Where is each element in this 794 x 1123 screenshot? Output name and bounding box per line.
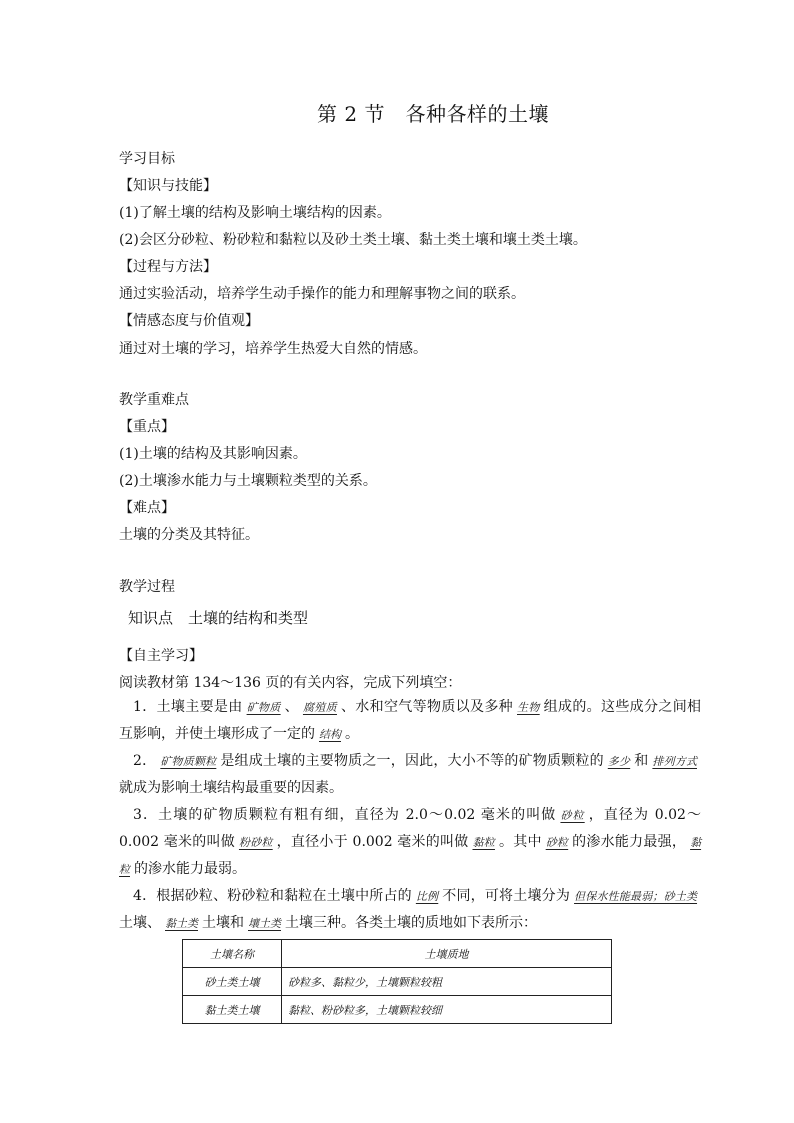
- table-row: [183, 996, 612, 1024]
- table-row: [183, 968, 612, 996]
- process-method-heading: 【过程与方法】: [119, 259, 217, 275]
- answer-blank: 排列方式: [652, 755, 697, 768]
- answer-blank: 生物: [517, 701, 540, 714]
- emotion-item: 通过对土壤的学习，培养学生热爱大自然的情感。: [119, 341, 427, 357]
- question-2: 2． 矿物质颗粒 是组成土壤的主要物质之一，因此，大小不等的矿物质颗粒的 多少 和 排列方式就成为影响土壤结构最重要的因素。: [119, 748, 701, 802]
- answer-blank: 砂粒: [560, 809, 585, 822]
- table-cell: 砂土类土壤: [183, 968, 282, 996]
- objectives-heading: 学习目标: [119, 151, 175, 167]
- answer-blank: 矿物质颗粒: [160, 755, 217, 768]
- answer-blank: 砂粒: [545, 836, 569, 849]
- answer-blank: 多少: [607, 755, 631, 768]
- question-4: 4．根据砂粒、粉砂粒和黏粒在土壤中所占的 比例 不同，可将土壤分为 但保水性能最弱；砂土类土壤、 黏土类 土壤和 壤土类 土壤三种。各类土壤的质地如下表所示：: [119, 883, 701, 937]
- table-header-cell: 土壤名称: [183, 940, 282, 968]
- table-header-cell: 土壤质地: [282, 940, 612, 968]
- emotion-heading: 【情感态度与价值观】: [119, 313, 259, 329]
- difficult-heading: 【难点】: [119, 500, 175, 516]
- question-1: 1．土壤主要是由 矿物质 、 腐殖质 、水和空气等物质以及多种 生物 组成的。这些成分之间相互影响，并使土壤形成了一定的 结构 。: [119, 699, 702, 742]
- key-heading: 【重点】: [119, 419, 175, 435]
- question-3: 3．土壤的矿物质颗粒有粗有细，直径为 2.0～0.02 毫米的叫做 砂粒 ，直径为 0.02～0.002 毫米的叫做 粉砂粒 ，直径小于 0.002 毫米的叫做 黏粒 。其中 砂粒 的渗水能力最强， 黏粒 的渗水能力最弱。: [119, 807, 702, 877]
- knowledge-heading: 【知识与技能】: [119, 178, 217, 194]
- knowledge-item-1: (1)了解土壤的结构及影响土壤结构的因素。: [119, 205, 391, 221]
- self-study-heading: 【自主学习】: [119, 648, 203, 664]
- self-study-intro: 阅读教材第 134～136 页的有关内容，完成下列填空：: [119, 675, 462, 691]
- table-cell: 砂粒多、黏粒少，土壤颗粒较粗: [282, 968, 612, 996]
- key-points-heading: 教学重难点: [119, 392, 189, 408]
- knowledge-item-2: (2)会区分砂粒、粉砂粒和黏粒以及砂土类土壤、黏土类土壤和壤土类土壤。: [119, 232, 587, 248]
- table-cell: 黏土类土壤: [183, 996, 282, 1024]
- answer-blank: 结构: [319, 728, 341, 741]
- table-cell: 黏粒、粉砂粒多，土壤颗粒较细: [282, 996, 612, 1024]
- answer-blank: 粉砂粒: [238, 836, 273, 849]
- soil-texture-table: [182, 939, 612, 1024]
- knowledge-point-heading: 知识点 土壤的结构和类型: [128, 609, 309, 627]
- answer-blank: 腐殖质: [302, 701, 337, 714]
- answer-blank: 壤土类: [248, 917, 281, 930]
- answer-blank: 比例: [415, 890, 439, 903]
- answer-blank: 但保水性能最弱；砂土类: [574, 890, 698, 903]
- table-header-row: [183, 940, 612, 968]
- key-item-2: (2)土壤渗水能力与土壤颗粒类型的关系。: [119, 473, 377, 489]
- answer-blank: 矿物质: [246, 701, 281, 714]
- answer-blank: 黏土类: [165, 917, 198, 930]
- teaching-process-heading: 教学过程: [119, 579, 175, 595]
- page-title: 第 2 节 各种各样的土壤: [317, 102, 549, 126]
- answer-blank: 黏粒: [119, 836, 702, 876]
- key-item-1: (1)土壤的结构及其影响因素。: [119, 446, 307, 462]
- process-method-item: 通过实验活动，培养学生动手操作的能力和理解事物之间的联系。: [119, 286, 525, 302]
- difficult-item: 土壤的分类及其特征。: [119, 527, 259, 543]
- answer-blank: 黏粒: [472, 836, 495, 849]
